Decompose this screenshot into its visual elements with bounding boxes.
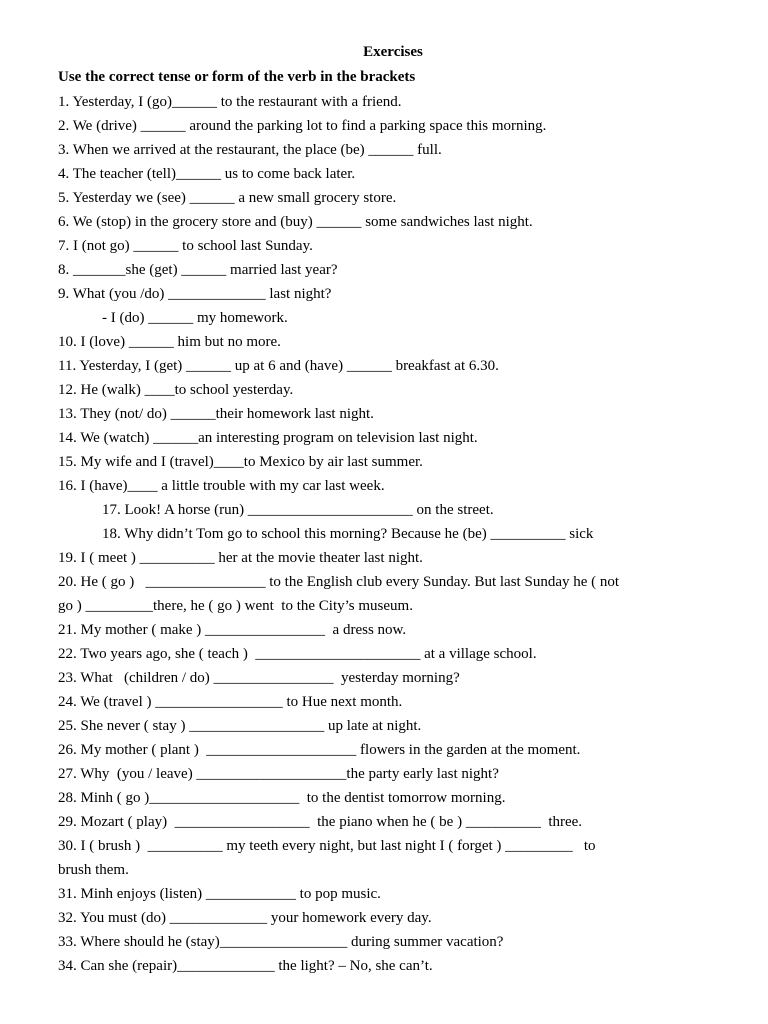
instruction-heading: Use the correct tense or form of the verb in the brackets (58, 69, 416, 85)
exercise-line: 20. He ( go ) ________________ to the English club every Sunday. But last Sunday he ( not (58, 574, 620, 590)
exercise-line: brush them. (58, 862, 129, 878)
exercise-line: 2. We (drive) ______ around the parking lot to find a parking space this morning. (58, 118, 547, 134)
exercise-line: 3. When we arrived at the restaurant, the place (be) ______ full. (58, 142, 442, 158)
exercise-line: - I (do) ______ my homework. (102, 310, 288, 326)
exercise-line: 32. You must (do) _____________ your homework every day. (58, 910, 432, 926)
exercise-list (58, 90, 738, 978)
exercise-line: 9. What (you /do) _____________ last night? (58, 286, 332, 302)
exercise-line: 26. My mother ( plant ) ____________________ flowers in the garden at the moment. (58, 742, 581, 758)
exercise-line: 18. Why didn’t Tom go to school this morning? Because he (be) __________ sick (102, 526, 594, 542)
exercise-line: 33. Where should he (stay)_________________ during summer vacation? (58, 934, 504, 950)
exercise-line: 12. He (walk) ____to school yesterday. (58, 382, 294, 398)
exercise-line: 16. I (have)____ a little trouble with my car last week. (58, 478, 385, 494)
exercise-line: 19. I ( meet ) __________ her at the movie theater last night. (58, 550, 423, 566)
exercise-line: 28. Minh ( go )____________________ to the dentist tomorrow morning. (58, 790, 506, 806)
exercise-line: 24. We (travel ) _________________ to Hue next month. (58, 694, 403, 710)
exercise-line: go ) _________there, he ( go ) went to the City’s museum. (58, 598, 413, 614)
exercise-line: 31. Minh enjoys (listen) ____________ to pop music. (58, 886, 381, 902)
exercise-line: 6. We (stop) in the grocery store and (buy) ______ some sandwiches last night. (58, 214, 533, 230)
exercise-line: 21. My mother ( make ) ________________ a dress now. (58, 622, 407, 638)
exercise-line: 7. I (not go) ______ to school last Sunday. (58, 238, 313, 254)
exercise-line: 4. The teacher (tell)______ us to come back later. (58, 166, 356, 182)
exercise-line: 22. Two years ago, she ( teach ) ______________________ at a village school. (58, 646, 537, 662)
page-title: Exercises (363, 44, 423, 60)
exercise-line: 30. I ( brush ) __________ my teeth every night, but last night I ( forget ) _________ to (58, 838, 596, 854)
exercise-line: 1. Yesterday, I (go)______ to the restaurant with a friend. (58, 94, 402, 110)
exercise-line: 25. She never ( stay ) __________________ up late at night. (58, 718, 422, 734)
exercise-line: 15. My wife and I (travel)____to Mexico by air last summer. (58, 454, 423, 470)
exercise-line: 23. What (children / do) ________________ yesterday morning? (58, 670, 460, 686)
exercise-line: 13. They (not/ do) ______their homework last night. (58, 406, 374, 422)
exercise-line: 17. Look! A horse (run) ______________________ on the street. (102, 502, 494, 518)
exercise-line: 27. Why (you / leave) ____________________the party early last night? (58, 766, 499, 782)
exercise-line: 34. Can she (repair)_____________ the light? – No, she can’t. (58, 958, 433, 974)
exercise-line: 10. I (love) ______ him but no more. (58, 334, 281, 350)
exercise-line: 14. We (watch) ______an interesting program on television last night. (58, 430, 478, 446)
exercise-line: 11. Yesterday, I (get) ______ up at 6 and (have) ______ breakfast at 6.30. (58, 358, 499, 374)
exercise-line: 5. Yesterday we (see) ______ a new small grocery store. (58, 190, 397, 206)
exercise-line: 8. _______she (get) ______ married last year? (58, 262, 338, 278)
exercise-line: 29. Mozart ( play) __________________ the piano when he ( be ) __________ three. (58, 814, 583, 830)
